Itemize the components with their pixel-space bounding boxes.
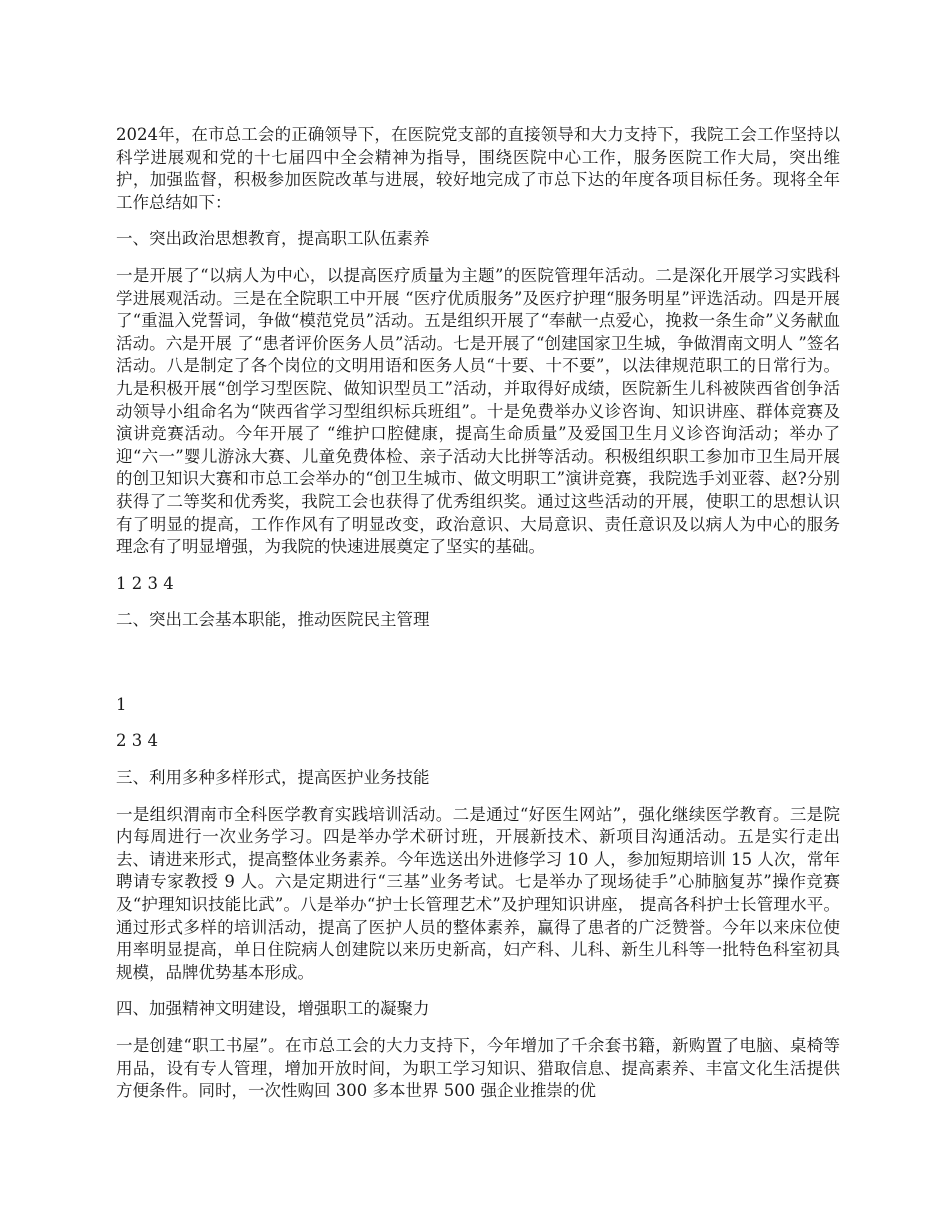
section-1-paragraph: 一是开展了“以病人为中心，以提高医疗质量为主题”的医院管理年活动。二是深化开展学习实践科学进展观活动。三是在全院职工中开展 “医疗优质服务”及医疗护理“服务明星”评选活动。四是开展了“重温入党誓词，争做“模范党员”活动。五是组织开展了“奉献一点爱心，挽救一条生命”义务献血活动。六是开展 了“患者评价医务人员”活动。七是开展了“创建国家卫生城，争做渭南文明人 ”签名活动。八是制定了各个岗位的文明用语和医务人员“十要、十不要”，以法律规范职工的日常行为。九是积极开展“创学习型医院、做知识型员工”活动，并取得好成绩，医院新生儿科被陕西省创争活动领导小组命名为“陕西省学习型组织标兵班组”。十是免费举办义诊咨询、知识讲座、群体竞赛及演讲竞赛活动。今年开展了 “维护口腔健康，提高生命质量”及爱国卫生月义诊咨询活动；举办了迎“六一”婴儿游泳大赛、儿童免费体检、亲子活动大比拼等活动。积极组织职工参加市卫生局开展的创卫知识大赛和市总工会举办的“创卫生城市、做文明职工”演讲竞赛，我院选手刘亚蓉、赵?分别获得了二等奖和优秀奖，我院工会也获得了优秀组织奖。通过这些活动的开展，使职工的思想认识有了明显的提高，工作作风有了明显改变，政治意识、大局意识、责任意识及以病人为中心的服务理念有了明显增强，为我院的快速进展奠定了坚实的基础。 — [116, 265, 840, 557]
section-2-numbering-2: 2 3 4 — [116, 731, 158, 751]
section-4-paragraph: 一是创建“职工书屋”。在市总工会的大力支持下，今年增加了千余套书籍，新购置了电脑、桌椅等用品，设有专人管理，增加开放时间，为职工学习知识、猎取信息、提高素养、丰富文化生活提供方便条件。同时，一次性购回 300 多本世界 500 强企业推崇的优 — [116, 1036, 840, 1101]
document-page — [116, 124, 840, 1117]
section-1-heading: 一、突出政治思想教育，提高职工队伍素养 — [116, 229, 430, 249]
section-3-paragraph: 一是组织渭南市全科医学教育实践培训活动。二是通过“好医生网站”，强化继续医学教育。三是院内每周进行一次业务学习。四是举办学术研讨班，开展新技术、新项目沟通活动。五是实行走出去、请进来形式，提高整体业务素养。今年选送出外进修学习 10 人，参加短期培训 15 人次，常年聘请专家教授 9 人。六是定期进行“三基”业务考试。七是举办了现场徒手”心肺脑复苏”操作竞赛及“护理知识技能比武”。八是举办“护士长管理艺术”及护理知识讲座， 提高各科护士长管理水平。通过形式多样的培训活动，提高了医护人员的整体素养，赢得了患者的广泛赞誉。今年以来床位使用率明显提高，单日住院病人创建院以来历史新高，妇产科、儿科、新生儿科等一批特色科室初具规模，品牌优势基本形成。 — [116, 804, 840, 982]
blank-space — [116, 646, 840, 694]
section-4-heading: 四、加强精神文明建设，增强职工的凝聚力 — [116, 999, 430, 1019]
intro-paragraph: 2024年，在市总工会的正确领导下，在医院党支部的直接领导和大力支持下，我院工会工作坚持以科学进展观和党的十七届四中全会精神为指导，围绕医院中心工作，服务医院工作大局，突出维护，加强监督，积极参加医院改革与进展，较好地完成了市总下达的年度各项目标任务。现将全年工作总结如下： — [116, 125, 840, 212]
section-3-heading: 三、利用多种多样形式，提高医护业务技能 — [116, 768, 430, 788]
section-2-heading: 二、突出工会基本职能，推动医院民主管理 — [116, 610, 430, 630]
section-2-numbering-1: 1 — [116, 694, 127, 714]
section-1-numbering: 1 2 3 4 — [116, 573, 174, 593]
